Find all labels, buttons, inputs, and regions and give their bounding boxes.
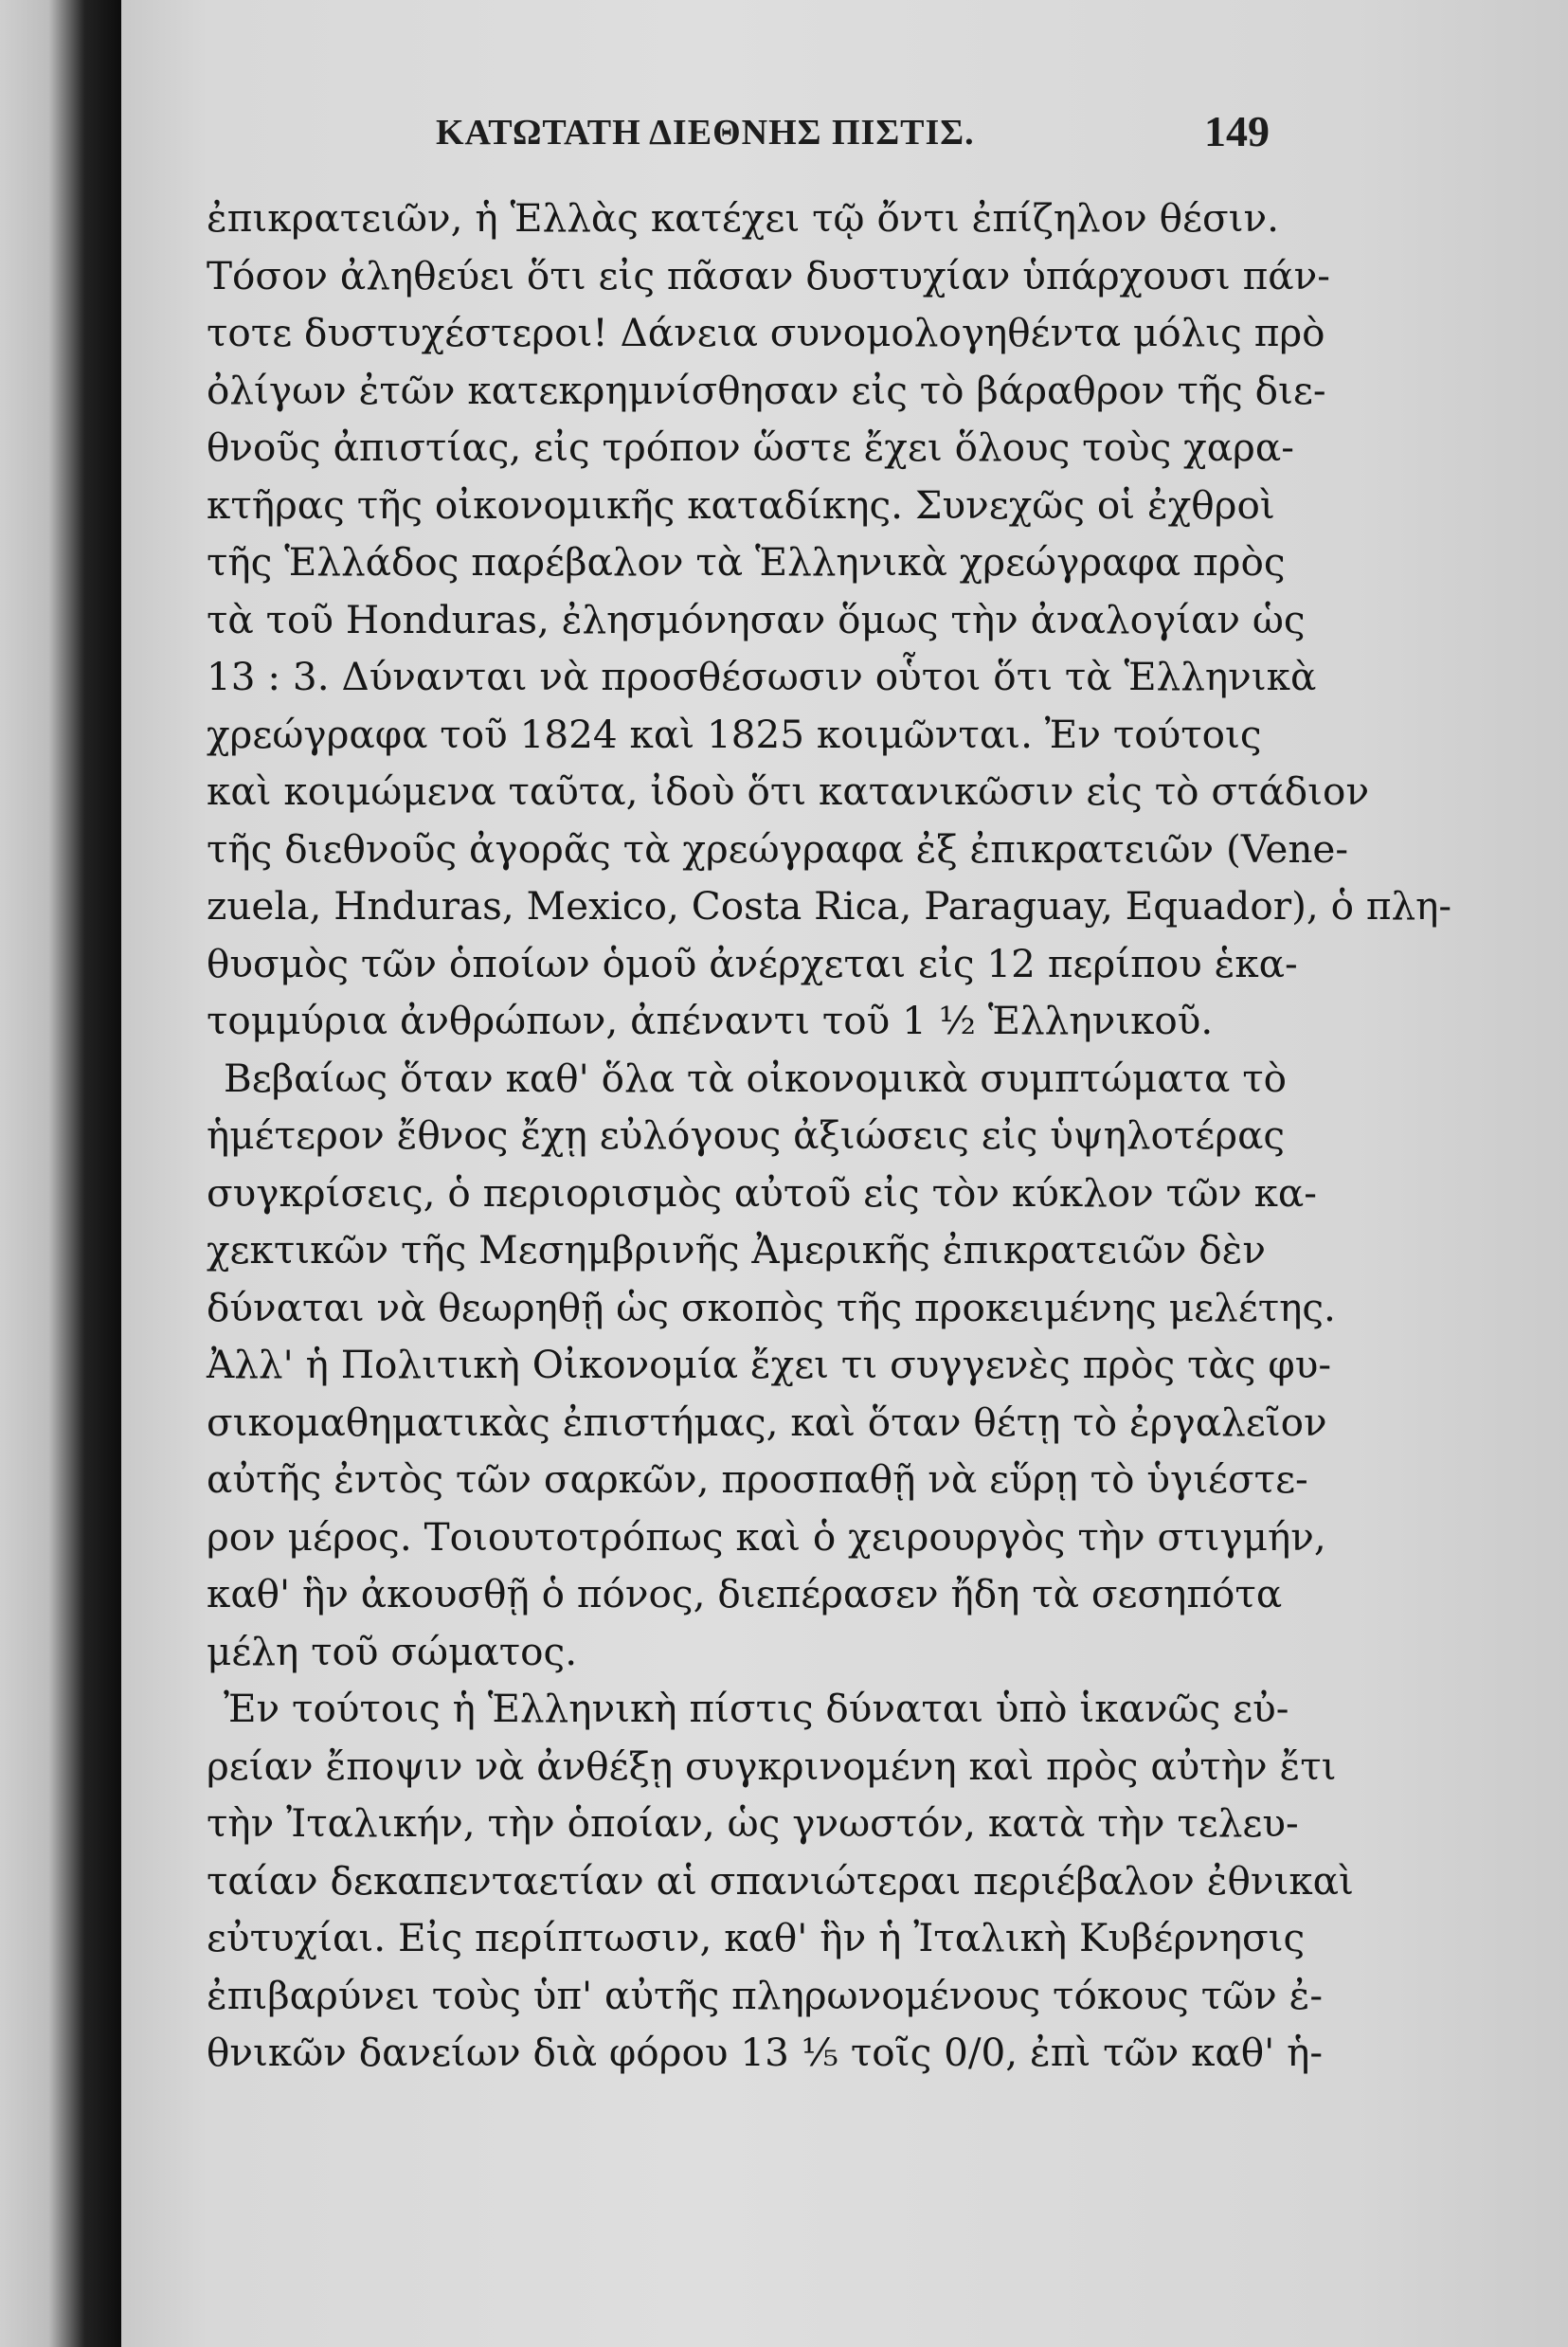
text-line: τῆς Ἑλλάδος παρέβαλον τὰ Ἑλληνικὰ χρεώγραφα πρὸς xyxy=(207,539,1286,585)
text-line: τὰ τοῦ Honduras, ἐλησμόνησαν ὅμως τὴν ἀναλογίαν ὡς xyxy=(207,596,1306,642)
page-number: 149 xyxy=(1204,107,1270,155)
text-line: ρον μέρος. Τοιουτοτρόπως καὶ ὁ χειρουργὸς τὴν στιγμήν, xyxy=(207,1513,1326,1560)
text-line: μέλη τοῦ σώματος. xyxy=(207,1628,578,1674)
text-line: ἡμέτερον ἔθνος ἔχῃ εὐλόγους ἀξιώσεις εἰς ὑψηλοτέρας xyxy=(207,1112,1286,1158)
book-gutter-shadow xyxy=(0,0,121,2347)
text-line: ταίαν δεκαπενταετίαν αἱ σπανιώτεραι περιέβαλον ἐθνικαὶ xyxy=(207,1857,1354,1904)
text-line: τομμύρια ἀνθρώπων, ἀπέναντι τοῦ 1 ½ Ἑλληνικοῦ. xyxy=(207,998,1214,1043)
text-line: χρεώγραφα τοῦ 1824 καὶ 1825 κοιμῶνται. Ἐν τούτοις xyxy=(207,711,1262,757)
text-line: 13 : 3. Δύνανται νὰ προσθέσωσιν οὗτοι ὅτι τὰ Ἑλληνικὰ xyxy=(207,654,1317,699)
text-line: χεκτικῶν τῆς Μεσημβρινῆς Ἀμερικῆς ἐπικρατειῶν δὲν xyxy=(207,1227,1267,1273)
text-line: εὐτυχίαι. Εἰς περίπτωσιν, καθ' ἣν ἡ Ἰταλικὴ Κυβέρνησις xyxy=(207,1915,1306,1960)
text-line: κτῆρας τῆς οἰκονομικῆς καταδίκης. Συνεχῶς οἱ ἐχθροὶ xyxy=(207,481,1275,528)
text-line: θνικῶν δανείων διὰ φόρου 13 ⅕ τοῖς 0/0, ἐπὶ τῶν καθ' ἡ- xyxy=(207,2030,1324,2075)
text-line: Ἀλλ' ἡ Πολιτικὴ Οἰκονομία ἔχει τι συγγενὲς πρὸς τὰς φυ- xyxy=(207,1342,1331,1387)
paragraph-start-line: Ἐν τούτοις ἡ Ἑλληνικὴ πίστις δύναται ὑπὸ ἱκανῶς εὐ- xyxy=(224,1686,1289,1731)
text-line: συγκρίσεις, ὁ περιορισμὸς αὐτοῦ εἰς τὸν κύκλον τῶν κα- xyxy=(207,1169,1317,1216)
text-line: αὐτῆς ἐντὸς τῶν σαρκῶν, προσπαθῇ νὰ εὕρῃ τὸ ὑγιέστε- xyxy=(207,1456,1308,1502)
body-text xyxy=(207,190,1452,2082)
text-line: δύναται νὰ θεωρηθῇ ὡς σκοπὸς τῆς προκειμένης μελέτης. xyxy=(207,1284,1336,1330)
text-line: καὶ κοιμώμενα ταῦτα, ἰδοὺ ὅτι κατανικῶσιν εἰς τὸ στάδιον xyxy=(207,768,1370,814)
text-line: zuela, Hnduras, Mexico, Costa Rica, Paraguay, Equador), ὁ πλη- xyxy=(207,883,1452,929)
text-line: καθ' ἣν ἀκουσθῇ ὁ πόνος, διεπέρασεν ἤδη τὰ σεσηπότα xyxy=(207,1571,1283,1616)
paragraph-start-line: Βεβαίως ὅταν καθ' ὅλα τὰ οἰκονομικὰ συμπτώματα τὸ xyxy=(224,1055,1287,1101)
text-line: σικομαθηματικὰς ἐπιστήμας, καὶ ὅταν θέτῃ τὸ ἐργαλεῖον xyxy=(207,1399,1327,1445)
text-line: Τόσον ἀληθεύει ὅτι εἰς πᾶσαν δυστυχίαν ὑπάρχουσι πάν- xyxy=(207,252,1330,298)
text-line: τοτε δυστυχέστεροι! Δάνεια συνομολογηθέντα μόλις πρὸ xyxy=(207,310,1325,355)
text-line: τὴν Ἰταλικήν, τὴν ὁποίαν, ὡς γνωστόν, κατὰ τὴν τελευ- xyxy=(207,1800,1299,1846)
text-line: τῆς διεθνοῦς ἀγορᾶς τὰ χρεώγραφα ἐξ ἐπικρατειῶν (Vene- xyxy=(207,825,1349,872)
text-line: ἐπιβαρύνει τοὺς ὑπ' αὐτῆς πληρωνομένους τόκους τῶν ἐ- xyxy=(207,1972,1324,2018)
page-header xyxy=(313,107,1270,169)
text-line: θνοῦς ἀπιστίας, εἰς τρόπον ὥστε ἔχει ὅλους τοὺς χαρα- xyxy=(207,424,1294,470)
text-line: θυσμὸς τῶν ὁποίων ὁμοῦ ἀνέρχεται εἰς 12 περίπου ἑκα- xyxy=(207,940,1298,986)
text-line: ἐπικρατειῶν, ἡ Ἑλλὰς κατέχει τῷ ὄντι ἐπίζηλον θέσιν. xyxy=(207,195,1279,241)
text-line: ὀλίγων ἐτῶν κατεκρημνίσθησαν εἰς τὸ βάραθρον τῆς διε- xyxy=(207,367,1326,413)
running-title: ΚΑΤΩΤΑΤΗ ΔΙΕΘΝΗΣ ΠΙΣΤΙΣ. xyxy=(436,113,975,153)
text-line: ρείαν ἔποψιν νὰ ἀνθέξῃ συγκρινομένη καὶ πρὸς αὐτὴν ἔτι xyxy=(207,1742,1337,1789)
